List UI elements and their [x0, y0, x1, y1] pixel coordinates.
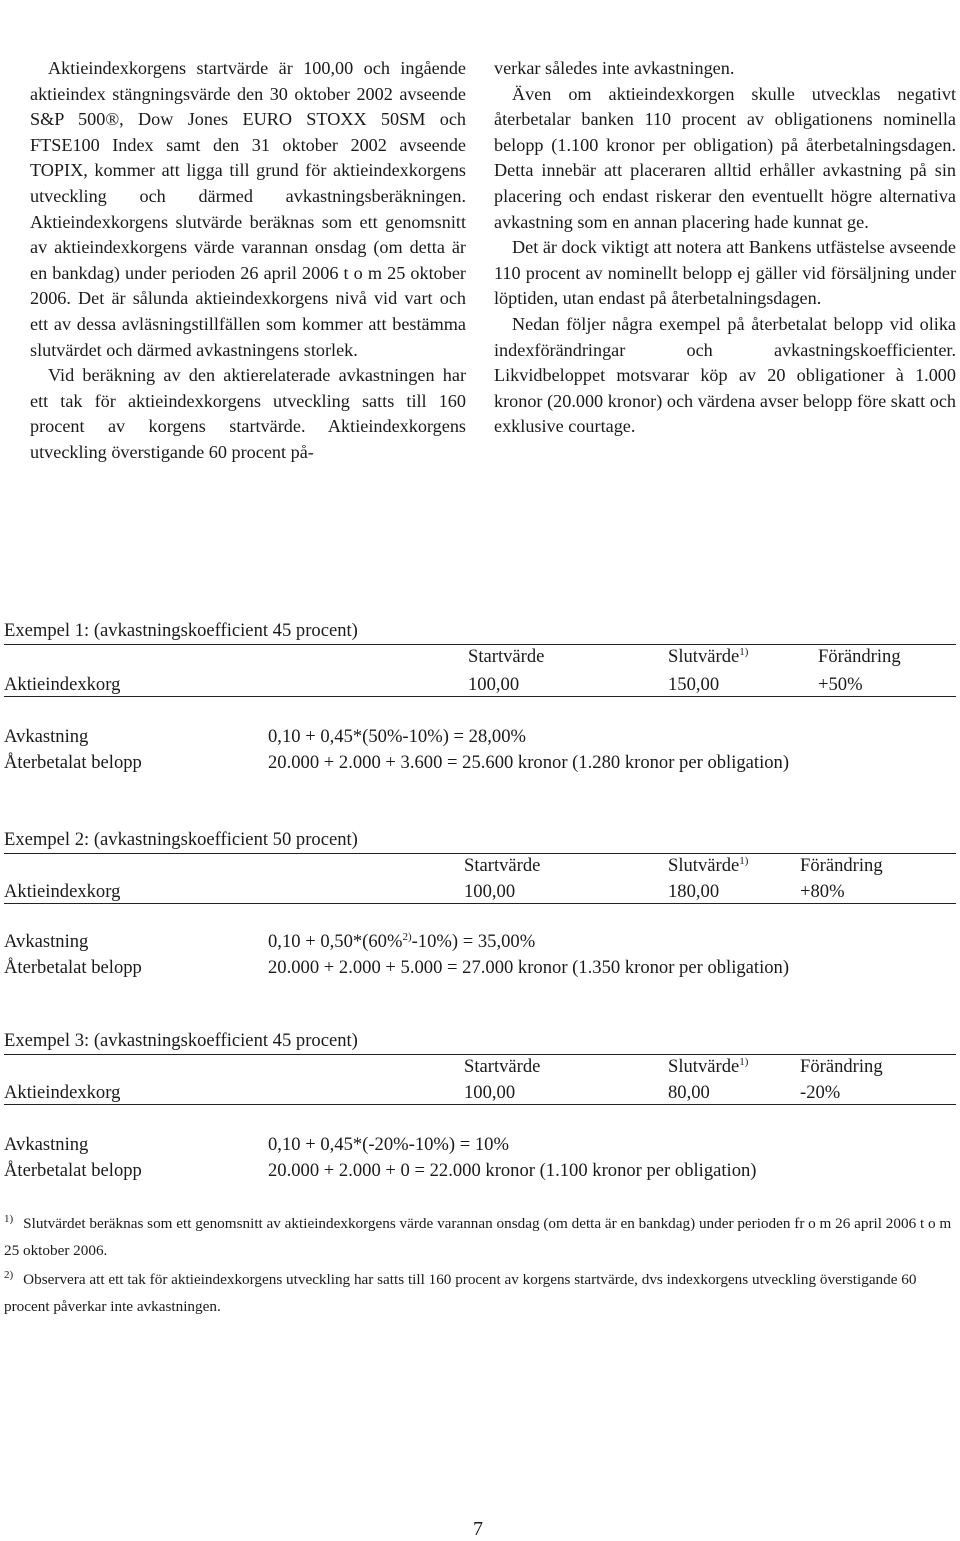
change-value: +50% [818, 674, 863, 695]
body-paragraph: Det är dock viktigt att notera att Bankens utfästelse avseende 110 procent av nominellt belopp ej gäller vid försäljning under löptiden, utan endast på återbetalningsdagen. [494, 237, 956, 309]
header-end: Slutvärde$^{1)}$ [668, 855, 749, 876]
yield-formula: 0,10 + 0,45*(-20%-10%) = 10% [268, 1134, 509, 1155]
row-label-index: Aktieindexkorg [4, 881, 121, 902]
example-title: Exempel 2: (avkastningskoefficient 50 procent) [4, 829, 358, 850]
header-end: Slutvärde$^{1)}$ [668, 1056, 749, 1077]
header-change: Förändring [800, 855, 883, 876]
example-2 [4, 829, 956, 989]
footnote-mark: 2) [402, 931, 412, 943]
change-value: +80% [800, 881, 845, 902]
body-paragraph: Nedan följer några exempel på återbetalat belopp vid olika indexförändringar och avkastningskoefficienter. Likvidbeloppet motsvarar köp av 20 obligationer à 1.000 kronor (20.000 kronor) och värdena avser belopp före skatt och exklusive courtage. [494, 313, 956, 437]
footnote-mark: 1) [739, 855, 749, 867]
header-change: Förändring [818, 646, 901, 667]
header-start: Startvärde [468, 646, 545, 667]
footnote-mark: 1) [739, 646, 749, 658]
example-3 [4, 1030, 956, 1190]
header-start: Startvärde [464, 1056, 541, 1077]
body-paragraph: Aktieindexkorgens startvärde är 100,00 och ingående aktieindex stängningsvärde den 30 oktober 2002 avseende S&P 500®, Dow Jones EURO STOXX 50SM och FTSE100 Index samt den 31 oktober 2002 avseende TOPIX, kommer att ligga till grund för aktieindexkorgens utveckling och därmed avkastningsberäkningen. Aktieindexkorgens slutvärde beräknas som ett genomsnitt av aktieindexkorgens värde varannan onsdag (om detta är en bankdag) under perioden 26 april 2006 t o m 25 oktober 2006. Det är sålunda aktieindexkorgens nivå vid vart och ett av dessa avläsningstillfällen som kommer att bestämma slutvärdet och därmed avkastningens storlek. [30, 58, 466, 360]
row-label-index: Aktieindexkorg [4, 1082, 121, 1103]
end-value: 150,00 [668, 674, 720, 695]
row-label-repaid: Återbetalat belopp [4, 752, 142, 773]
start-value: 100,00 [464, 1082, 516, 1103]
body-paragraph: Vid beräkning av den aktierelaterade avkastningen har ett tak för aktieindexkorgens utveckling satts till 160 procent av korgens startvärde. Aktieindexkorgens utveckling överstigande 60 procent på- [30, 365, 466, 462]
page-number: 7 [473, 1518, 483, 1540]
row-label-yield: Avkastning [4, 931, 89, 952]
footnote-mark: 1) [739, 1056, 749, 1068]
row-label-yield: Avkastning [4, 1134, 89, 1155]
row-label-yield: Avkastning [4, 726, 89, 747]
footnote-1 [4, 1206, 956, 1264]
footnote-text: Observera att ett tak för aktieindexkorgens utveckling har satts till 160 procent av korgens startvärde, dvs indexkorgens utveckling överstigande 60 procent påverkar inte avkastningen. [4, 1271, 917, 1315]
row-label-repaid: Återbetalat belopp [4, 1160, 142, 1181]
footnote-text: Slutvärdet beräknas som ett genomsnitt av aktieindexkorgens värde varannan onsdag (om detta är en bankdag) under perioden fr o m 26 april 2006 t o m 25 oktober 2006. [4, 1215, 952, 1259]
end-value: 180,00 [668, 881, 720, 902]
yield-formula: 0,10 + 0,45*(50%-10%) = 28,00% [268, 726, 527, 747]
footnote-2 [4, 1262, 956, 1320]
start-value: 100,00 [464, 881, 516, 902]
example-title: Exempel 1: (avkastningskoefficient 45 procent) [4, 620, 358, 641]
start-value: 100,00 [468, 674, 520, 695]
table-bottom-rule [4, 903, 956, 904]
footnote-mark: 2) [4, 1269, 14, 1281]
header-start: Startvärde [464, 855, 541, 876]
change-value: -20% [800, 1082, 841, 1103]
header-change: Förändring [800, 1056, 883, 1077]
body-paragraph: Även om aktieindexkorgen skulle utvecklas negativt återbetalar banken 110 procent av obligationens nominella belopp (1.100 kronor per obligation) på återbetalningsdagen. Detta innebär att placeraren alltid erhåller avkastning på sin placering och endast riskerar den eventuellt högre alternativa avkastning som en annan placering hade kunnat ge. [494, 83, 956, 232]
body-left-column [30, 56, 466, 466]
end-value: 80,00 [668, 1082, 710, 1103]
example-title: Exempel 3: (avkastningskoefficient 45 procent) [4, 1030, 358, 1051]
header-end: Slutvärde$^{1)}$ [668, 646, 749, 667]
body-right-column [494, 56, 956, 440]
yield-formula: 0,10 + 0,50*(60%$^{2)}$-10%) = 35,00% [268, 931, 536, 952]
repaid-formula: 20.000 + 2.000 + 0 = 22.000 kronor (1.100 kronor per obligation) [268, 1160, 757, 1181]
row-label-index: Aktieindexkorg [4, 674, 121, 695]
table-bottom-rule [4, 696, 956, 697]
table-bottom-rule [4, 1104, 956, 1105]
footnote-mark: 1) [4, 1213, 14, 1225]
row-label-repaid: Återbetalat belopp [4, 957, 142, 978]
example-1 [4, 620, 956, 780]
repaid-formula: 20.000 + 2.000 + 5.000 = 27.000 kronor (1.350 kronor per obligation) [268, 957, 790, 978]
repaid-formula: 20.000 + 2.000 + 3.600 = 25.600 kronor (1.280 kronor per obligation) [268, 752, 790, 773]
body-paragraph: verkar således inte avkastningen. [494, 58, 735, 78]
